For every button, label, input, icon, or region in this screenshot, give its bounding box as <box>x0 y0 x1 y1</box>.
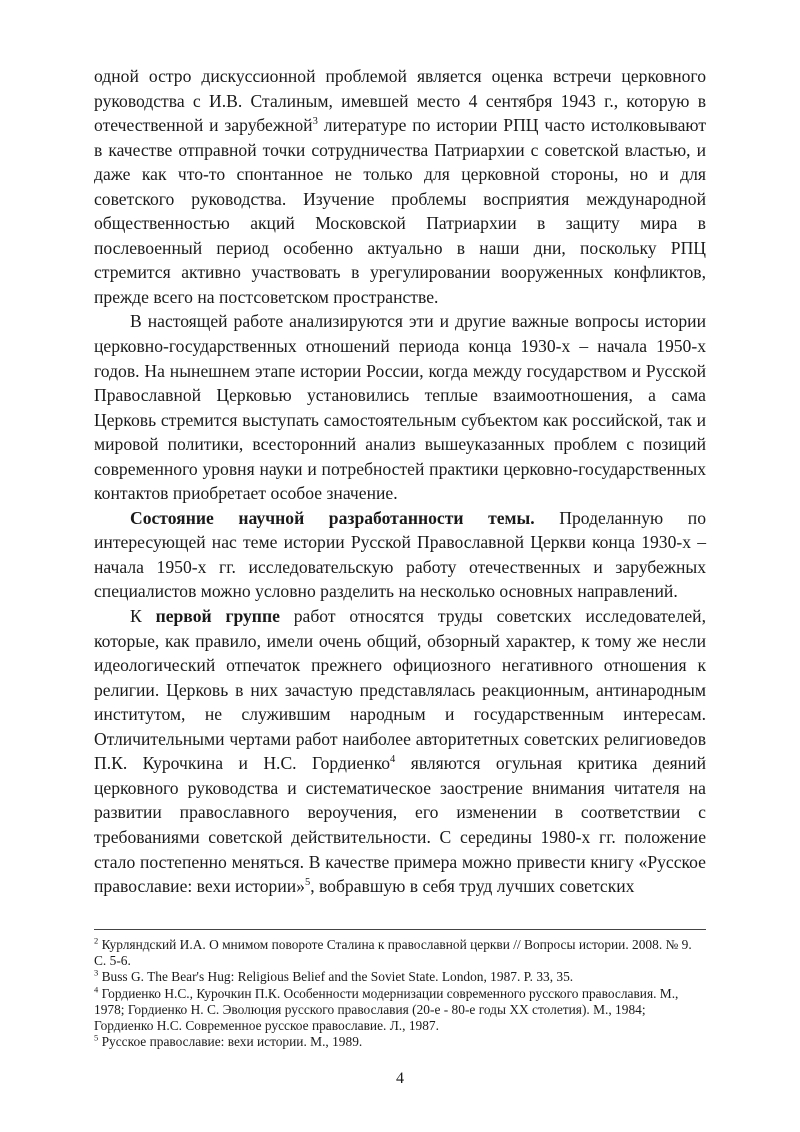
footnote-ref-4[interactable]: 4 <box>390 754 396 766</box>
page-number: 4 <box>396 1070 404 1087</box>
paragraph-4: К первой группе работ относятся труды советских исследователей, которые, как правило, имели очень общий, обзорный характер, к тому же несли идеологический отпечаток прежнего официозного негативного отношения к религии. Церковь в них зачастую представлялась реакционным, антинародным институтом, не служившим народным и государственным интересам. Отличительными чертами работ наиболее авторитетных советских религиоведов П.К. Курочкина и Н.С. Гордиенко$^4$ являются огульная критика деяний церковного руководства и систематическое заострение внимания читателя на развитии православного вероучения, его изменении в соответствии с требованиями советской действительности. С середины 1980-х гг. положение стало постепенно меняться. В качестве примера можно привести книгу «Русское православие: вехи истории»$^5$, вобравшую в себя труд лучших советских <box>94 606 706 897</box>
footnote-3: $^3$ Buss G. The Bear's Hug: Religious Belief and the Soviet State. London, 1987. P. 33, 35. <box>94 967 574 985</box>
section-heading: Состояние научной разработанности темы. <box>130 507 535 528</box>
main-text <box>94 64 706 899</box>
paragraph-2: В настоящей работе анализируются эти и другие важные вопросы истории церковно-государственных отношений периода конца 1930-х – начала 1950-х годов. На нынешнем этапе истории России, когда между государством и Русской Православной Церковью установились теплые взаимоотношения, а сама Церковь стремится выступать самостоятельным субъектом как российской, так и мировой политики, всесторонний анализ вышеуказанных проблем с позиций современного уровня науки и потребностей практики церковно-государственных контактов приобретает особое значение. <box>94 311 706 504</box>
emphasis-first-group: первой группе <box>155 606 280 627</box>
footnote-ref-3[interactable]: 3 <box>312 116 318 128</box>
footnote-2: $^2$ Курляндский И.А. О мнимом повороте Сталина к православной церкви // Вопросы истории. 2008. № 9. С. 5-6. <box>94 935 692 969</box>
footnotes <box>94 937 706 1050</box>
paragraph-1: одной остро дискуссионной проблемой является оценка встречи церковного руководства с И.В. Сталиным, имевшей место 4 сентября 1943 г., которую в отечественной и зарубежной$^3$ литературе по истории РПЦ часто истолковывают в качестве отправной точки сотрудничества Патриархии с советской властью, и даже как что-то спонтанное не только для церковной стороны, но и для советского руководства. Изучение проблемы восприятия международной общественностью акций Московской Патриархии в защиту мира в послевоенный период особенно актуально в наши дни, поскольку РПЦ стремится активно участвовать в урегулировании вооруженных конфликтов, прежде всего на постсоветском пространстве. <box>94 66 707 307</box>
footnote-5: $^5$ Русское православие: вехи истории. М., 1989. <box>94 1032 363 1050</box>
footnote-separator <box>94 929 706 930</box>
footnote-ref-5[interactable]: 5 <box>304 877 311 889</box>
paragraph-3: Состояние научной разработанности темы. Проделанную по интересующей нас теме истории Русской Православной Церкви конца 1930-х – начала 1950-х гг. исследовательскую работу отечественных и зарубежных специалистов можно условно разделить на несколько основных направлений. <box>94 507 706 602</box>
footnote-4: $^4$ Гордиенко Н.С., Курочкин П.К. Особенности модернизации современного русского православия. М., 1978; Гордиенко Н. С. Эволюция русского православия (20-е - 80-е годы XX столетия). М., 1984; Гордиенко Н.С. Современное русское православие. Л., 1987. <box>94 984 679 1034</box>
